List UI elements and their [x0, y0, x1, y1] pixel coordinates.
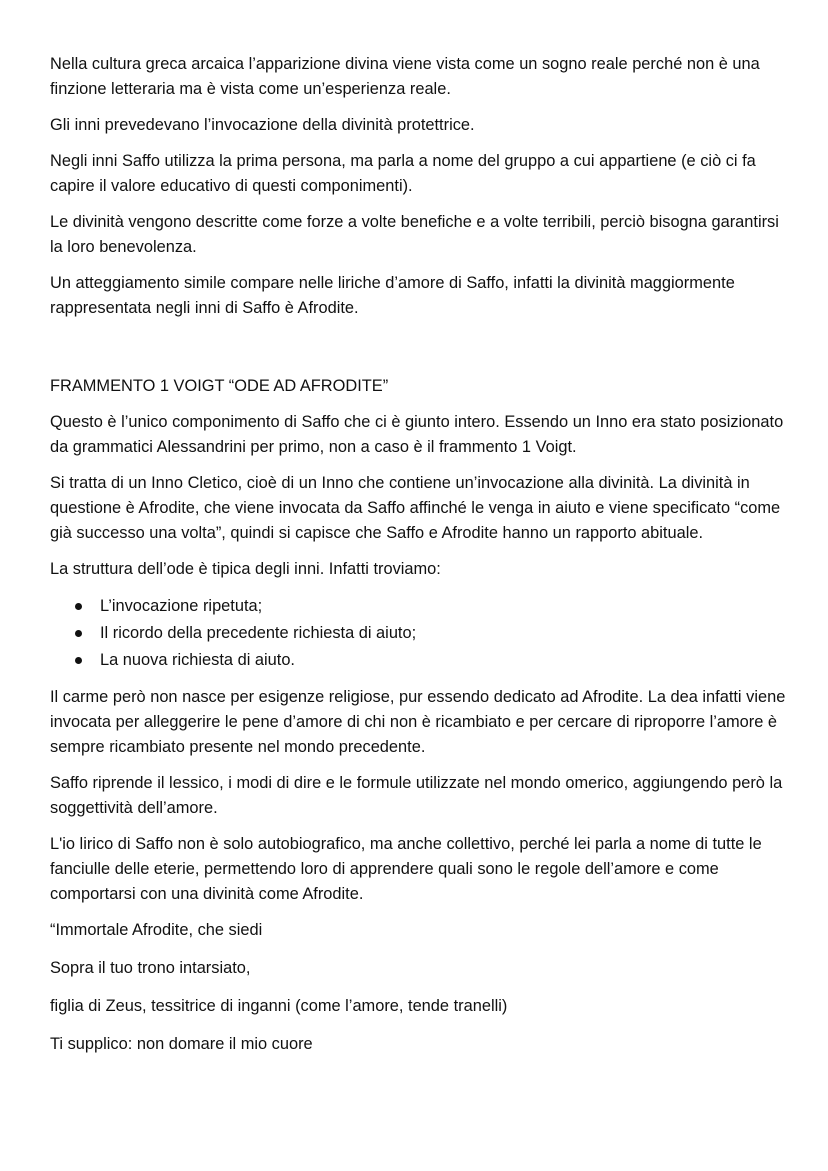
paragraph: Gli inni prevedevano l’invocazione della divinità protettrice. — [50, 116, 475, 134]
poem-line: Sopra il tuo trono intarsiato, — [50, 959, 251, 977]
structure-list — [50, 593, 790, 674]
list-item — [50, 647, 790, 674]
bullet-icon — [75, 630, 82, 637]
poem-line: figlia di Zeus, tessitrice di inganni (come l’amore, tende tranelli) — [50, 997, 508, 1015]
paragraph: Questo è l’unico componimento di Saffo che ci è giunto intero. Essendo un Inno era stato posizionato da grammatici Alessandrini per primo, non a caso è il frammento 1 Voigt. — [50, 413, 784, 456]
paragraph: Negli inni Saffo utilizza la prima persona, ma parla a nome del gruppo a cui appartiene (e ciò ci fa capire il valore educativo di questi componimenti). — [50, 152, 756, 195]
document-page — [50, 52, 790, 1070]
poem-line: “Immortale Afrodite, che siedi — [50, 921, 263, 939]
ode-section — [50, 374, 790, 1057]
intro-section — [50, 52, 790, 321]
list-item-text: La nuova richiesta di aiuto. — [100, 651, 295, 669]
list-item-text: Il ricordo della precedente richiesta di aiuto; — [100, 624, 417, 642]
bullet-icon — [75, 657, 82, 664]
section-spacer — [50, 332, 790, 374]
list-item — [50, 620, 790, 647]
paragraph: Si tratta di un Inno Cletico, cioè di un Inno che contiene un’invocazione alla divinità. La divinità in questione è Afrodite, che viene invocata da Saffo affinché le venga in aiuto e viene specificato “come già successo una volta”, quindi si capisce che Saffo e Afrodite hanno un rapporto abituale. — [50, 474, 781, 542]
paragraph: Le divinità vengono descritte come forze a volte benefiche e a volte terribili, perciò bisogna garantirsi la loro benevolenza. — [50, 213, 779, 256]
paragraph: Nella cultura greca arcaica l’apparizione divina viene vista come un sogno reale perché non è una finzione letteraria ma è vista come un’esperienza reale. — [50, 55, 760, 98]
section-heading: FRAMMENTO 1 VOIGT “ODE AD AFRODITE” — [50, 377, 389, 395]
paragraph: Un atteggiamento simile compare nelle liriche d’amore di Saffo, infatti la divinità maggiormente rappresentata negli inni di Saffo è Afrodite. — [50, 274, 735, 317]
poem-line: Ti supplico: non domare il mio cuore — [50, 1035, 313, 1053]
paragraph: Saffo riprende il lessico, i modi di dire e le formule utilizzate nel mondo omerico, aggiungendo però la soggettività dell’amore. — [50, 774, 783, 817]
list-item — [50, 593, 790, 620]
paragraph: La struttura dell’ode è tipica degli inni. Infatti troviamo: — [50, 560, 441, 578]
paragraph: Il carme però non nasce per esigenze religiose, pur essendo dedicato ad Afrodite. La dea infatti viene invocata per alleggerire le pene d’amore di chi non è ricambiato e per cercare di riproporre l’amore è sempre ricambiato presente nel mondo precedente. — [50, 688, 786, 756]
paragraph: L'io lirico di Saffo non è solo autobiografico, ma anche collettivo, perché lei parla a nome di tutte le fanciulle delle eterie, permettendo loro di apprendere quali sono le regole dell’amore e come comportarsi con una divinità come Afrodite. — [50, 835, 762, 903]
bullet-icon — [75, 603, 82, 610]
poem-quote — [50, 918, 790, 1057]
list-item-text: L’invocazione ripetuta; — [100, 597, 263, 615]
